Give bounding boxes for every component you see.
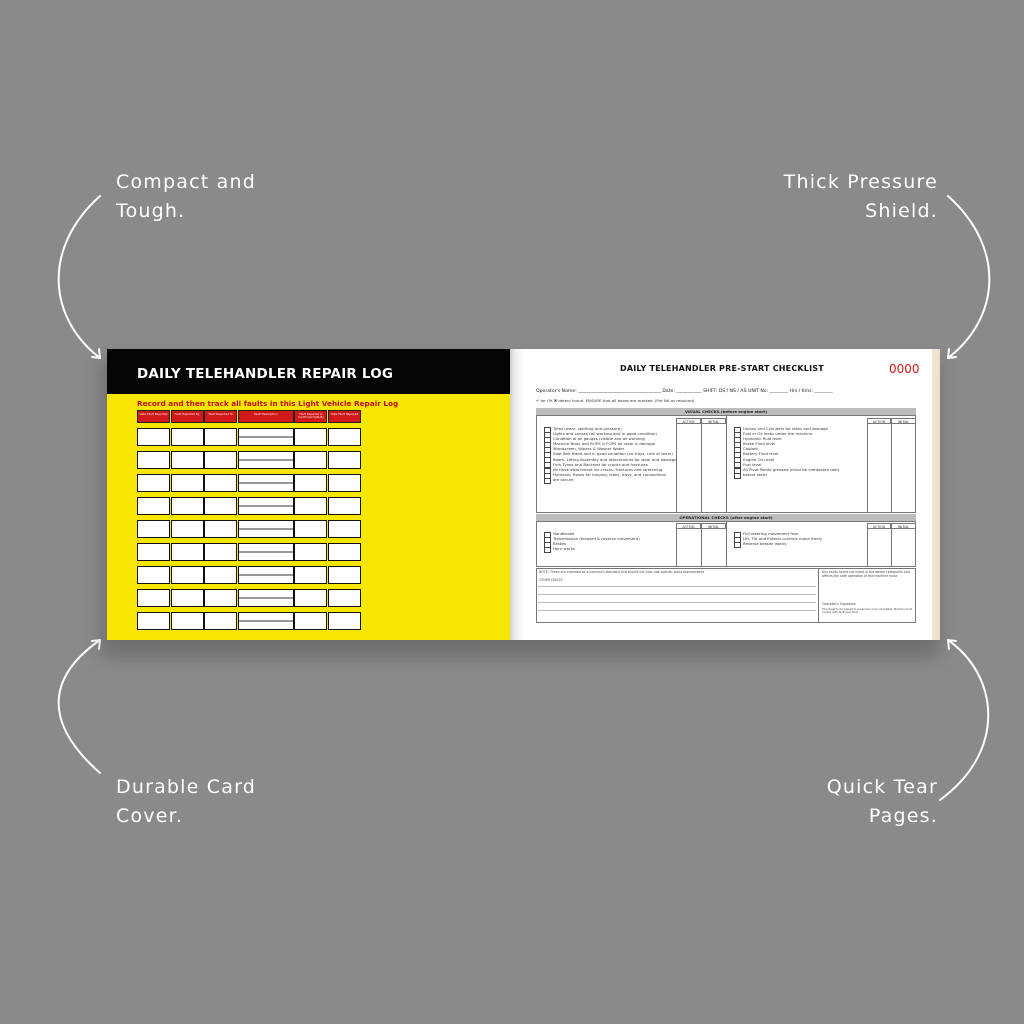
caption-line: Quick Tear (826, 776, 938, 798)
table-row (137, 474, 362, 492)
column-header: Date Fault Repaired (328, 410, 361, 423)
table-cell[interactable] (328, 474, 361, 492)
checklist-item[interactable]: Tyres (wear, splitting and pressure) (544, 426, 676, 431)
table-cell[interactable] (204, 543, 237, 561)
caption-line: Pages. (868, 805, 938, 827)
checklist-item[interactable]: Horn works (544, 546, 640, 551)
caption-line: Tough. (116, 200, 186, 222)
checklist-item[interactable]: Boom, Lifting Assembly and Attachments for wear and damage (544, 457, 676, 462)
table-row (137, 497, 362, 515)
table-cell[interactable] (171, 474, 204, 492)
table-cell[interactable] (294, 474, 327, 492)
table-cell[interactable] (204, 497, 237, 515)
caption-line: Cover. (116, 805, 184, 827)
table-cell[interactable] (238, 474, 294, 492)
table-cell[interactable] (328, 520, 361, 538)
checklist-item[interactable]: Engine Oil Level (734, 457, 840, 462)
repair-log-header (137, 410, 362, 423)
repair-log-table (137, 410, 362, 630)
table-cell[interactable] (294, 566, 327, 584)
checklist-item[interactable]: Full steering movement free (734, 531, 822, 536)
caption-line: Compact and (116, 171, 256, 193)
initial-column-label: INITIAL (891, 523, 916, 529)
visual-checks-right (734, 426, 840, 477)
table-cell[interactable] (137, 589, 170, 607)
table-cell[interactable] (204, 474, 237, 492)
checklist-item[interactable]: Brakes (544, 541, 640, 546)
divider (726, 521, 727, 567)
column-header: Fault Reported To (204, 410, 237, 423)
action-column-label: ACTION (676, 523, 701, 529)
arrow-bottom-left (59, 640, 100, 773)
table-cell[interactable] (171, 612, 204, 630)
table-cell[interactable] (171, 543, 204, 561)
signature-label: Operator's Signature: (822, 602, 857, 606)
fault-notice: Any faults found not listed in the above categories and affects the safe operation of the machine must (822, 570, 910, 578)
checklist-item[interactable]: Seat Belt fitted and in good condition (no frays, cuts or tears) (544, 451, 676, 456)
action-column-label: ACTION (676, 418, 701, 424)
table-cell[interactable] (294, 543, 327, 561)
table-cell[interactable] (238, 451, 294, 469)
table-cell[interactable] (328, 612, 361, 630)
checklist-page (522, 349, 932, 640)
arrow-bottom-right (940, 640, 988, 800)
table-cell[interactable] (171, 589, 204, 607)
table-cell[interactable] (294, 451, 327, 469)
table-cell[interactable] (137, 612, 170, 630)
table-cell[interactable] (137, 474, 170, 492)
divider (701, 418, 702, 513)
divider (891, 523, 892, 567)
table-cell[interactable] (171, 566, 204, 584)
initial-column-label: INITIAL (701, 418, 726, 424)
checklist-item[interactable]: Hydraulic fluid level (734, 436, 840, 441)
column-header: Fault Repaired & Confirmed Safe By (294, 410, 327, 423)
table-cell[interactable] (137, 428, 170, 446)
checklist-item[interactable]: Condition of all gauges (visible and all working) (544, 436, 676, 441)
table-cell[interactable] (204, 612, 237, 630)
checklist-item[interactable]: Handbrake (544, 531, 640, 536)
table-cell[interactable] (137, 520, 170, 538)
arrow-top-right (948, 196, 989, 358)
table-cell[interactable] (328, 566, 361, 584)
table-cell[interactable] (171, 497, 204, 515)
checklist-item[interactable]: Battery Fluid level (734, 451, 840, 456)
rule-line (538, 586, 816, 587)
table-cell[interactable] (204, 520, 237, 538)
table-cell[interactable] (137, 543, 170, 561)
other-faults-label: OTHER FAULTS: (539, 578, 564, 582)
caption-line: Thick Pressure (783, 171, 938, 193)
table-cell[interactable] (328, 589, 361, 607)
table-cell[interactable] (204, 566, 237, 584)
checklist-item[interactable]: Lift, Tilt and Extend controls move freely (734, 536, 822, 541)
checklist-item[interactable]: Transmission (forward & reverse movement) (544, 536, 640, 541)
checklist-item[interactable]: Windscreen, Wipers & Washer Water (544, 446, 676, 451)
cover-subtitle: Record and then track all faults in this Light Vehicle Repair Log (137, 399, 399, 408)
divider (726, 415, 727, 513)
table-cell[interactable] (238, 520, 294, 538)
action-column-label: ACTION (867, 523, 891, 529)
table-cell[interactable] (238, 612, 294, 630)
initial-column-label: INITIAL (701, 523, 726, 529)
table-cell[interactable] (294, 612, 327, 630)
table-cell[interactable] (294, 497, 327, 515)
table-cell[interactable] (204, 428, 237, 446)
operational-checks-left (544, 531, 640, 551)
checklist-item[interactable]: All Pivot Points greased (must be completed daily (734, 467, 840, 472)
table-cell[interactable] (328, 497, 361, 515)
checklist-item[interactable]: are secure (544, 477, 676, 482)
caption-line: Durable Card (116, 776, 257, 798)
book-spine (510, 349, 522, 640)
cover-title: DAILY TELEHANDLER REPAIR LOG (107, 349, 510, 394)
table-cell[interactable] (137, 497, 170, 515)
arrow-top-left (59, 196, 100, 358)
table-cell[interactable] (238, 428, 294, 446)
repair-log-rows (137, 428, 362, 630)
initial-column-label: INITIAL (891, 418, 916, 424)
table-row (137, 589, 362, 607)
checklist-item[interactable]: Unions and Cylinders for leaks and damage (734, 426, 840, 431)
divider (891, 418, 892, 513)
table-cell[interactable] (328, 543, 361, 561)
rule-line (538, 594, 816, 595)
table-cell[interactable] (171, 451, 204, 469)
checklist-title: DAILY TELEHANDLER PRE-START CHECKLIST (620, 364, 824, 373)
column-header: Fault Description (238, 410, 294, 423)
note-text: NOTE: These are intended as a minimum standard and should not over-ride specific plant requirements (539, 570, 705, 574)
table-row (137, 566, 362, 584)
table-cell[interactable] (238, 543, 294, 561)
table-cell[interactable] (204, 451, 237, 469)
table-cell[interactable] (294, 428, 327, 446)
caption-line: Shield. (865, 200, 938, 222)
column-header: Date Fault Reported (137, 410, 170, 423)
checklist-item[interactable]: Machine Body and ROPS & FOPS for wear & damage (544, 441, 676, 446)
divider (867, 418, 868, 513)
table-cell[interactable] (294, 589, 327, 607)
checklist-item[interactable]: before start) (734, 472, 840, 477)
checklist-item[interactable]: Brake Fluid level (734, 441, 840, 446)
table-cell[interactable] (171, 520, 204, 538)
rule-line (538, 610, 816, 611)
action-column-label: ACTION (867, 418, 891, 424)
visual-checks-title: VISUAL CHECKS (before engine start) (536, 408, 916, 415)
table-row (137, 612, 362, 630)
checklist-item[interactable]: Reverse beeper works (734, 541, 822, 546)
table-cell[interactable] (328, 451, 361, 469)
table-cell[interactable] (238, 589, 294, 607)
operator-info-line: Operator's Name: ____________________________________ Date: ___________ SHIFT: DS / NS / AS UNIT No: ________ Hrs / Kms: ________ (536, 389, 833, 394)
checklist-key: ✔ for OK ✖ defect found. ENSURE that all boxes are marked. (Put NA as required) (536, 398, 695, 403)
table-row (137, 520, 362, 538)
divider (867, 523, 868, 567)
checklist-item[interactable]: Jib Hook attachment for cracks, fractures and stretching (544, 467, 676, 472)
checklist-item[interactable]: Fuel or Oil leaks under the machine (734, 431, 840, 436)
table-cell[interactable] (328, 428, 361, 446)
table-cell[interactable] (137, 566, 170, 584)
checklist-item[interactable]: Hydraulic Hoses for bulging, leaks, frays, and connections (544, 472, 676, 477)
table-cell[interactable] (204, 589, 237, 607)
visual-checks-left (544, 426, 676, 482)
table-cell[interactable] (238, 566, 294, 584)
table-row (137, 428, 362, 446)
rule-line (538, 602, 816, 603)
operational-checks-title: OPERATIONAL CHECKS (after engine start) (536, 514, 916, 521)
sheet-number: 0000 (889, 362, 920, 376)
table-cell[interactable] (238, 497, 294, 515)
column-header: Fault Reported By (171, 410, 204, 423)
operational-checks-right (734, 531, 822, 546)
checklist-item[interactable]: Coolant (734, 446, 840, 451)
checklist-item[interactable]: Lights and Lenses (all working and in good condition) (544, 431, 676, 436)
page-stack-edge (932, 349, 940, 640)
table-cell[interactable] (171, 428, 204, 446)
divider (701, 523, 702, 567)
table-row (137, 543, 362, 561)
signature-note: This sheet to be passed to supervisor once completed. Machine must comply with fault directions (822, 608, 913, 615)
checklist-item[interactable]: Fuel level (734, 462, 840, 467)
table-row (137, 451, 362, 469)
divider (676, 523, 677, 567)
table-cell[interactable] (294, 520, 327, 538)
table-cell[interactable] (137, 451, 170, 469)
divider (818, 568, 819, 623)
checklist-item[interactable]: Fork Tynes and Backrest for cracks and fractures (544, 462, 676, 467)
book-cover (107, 349, 510, 640)
